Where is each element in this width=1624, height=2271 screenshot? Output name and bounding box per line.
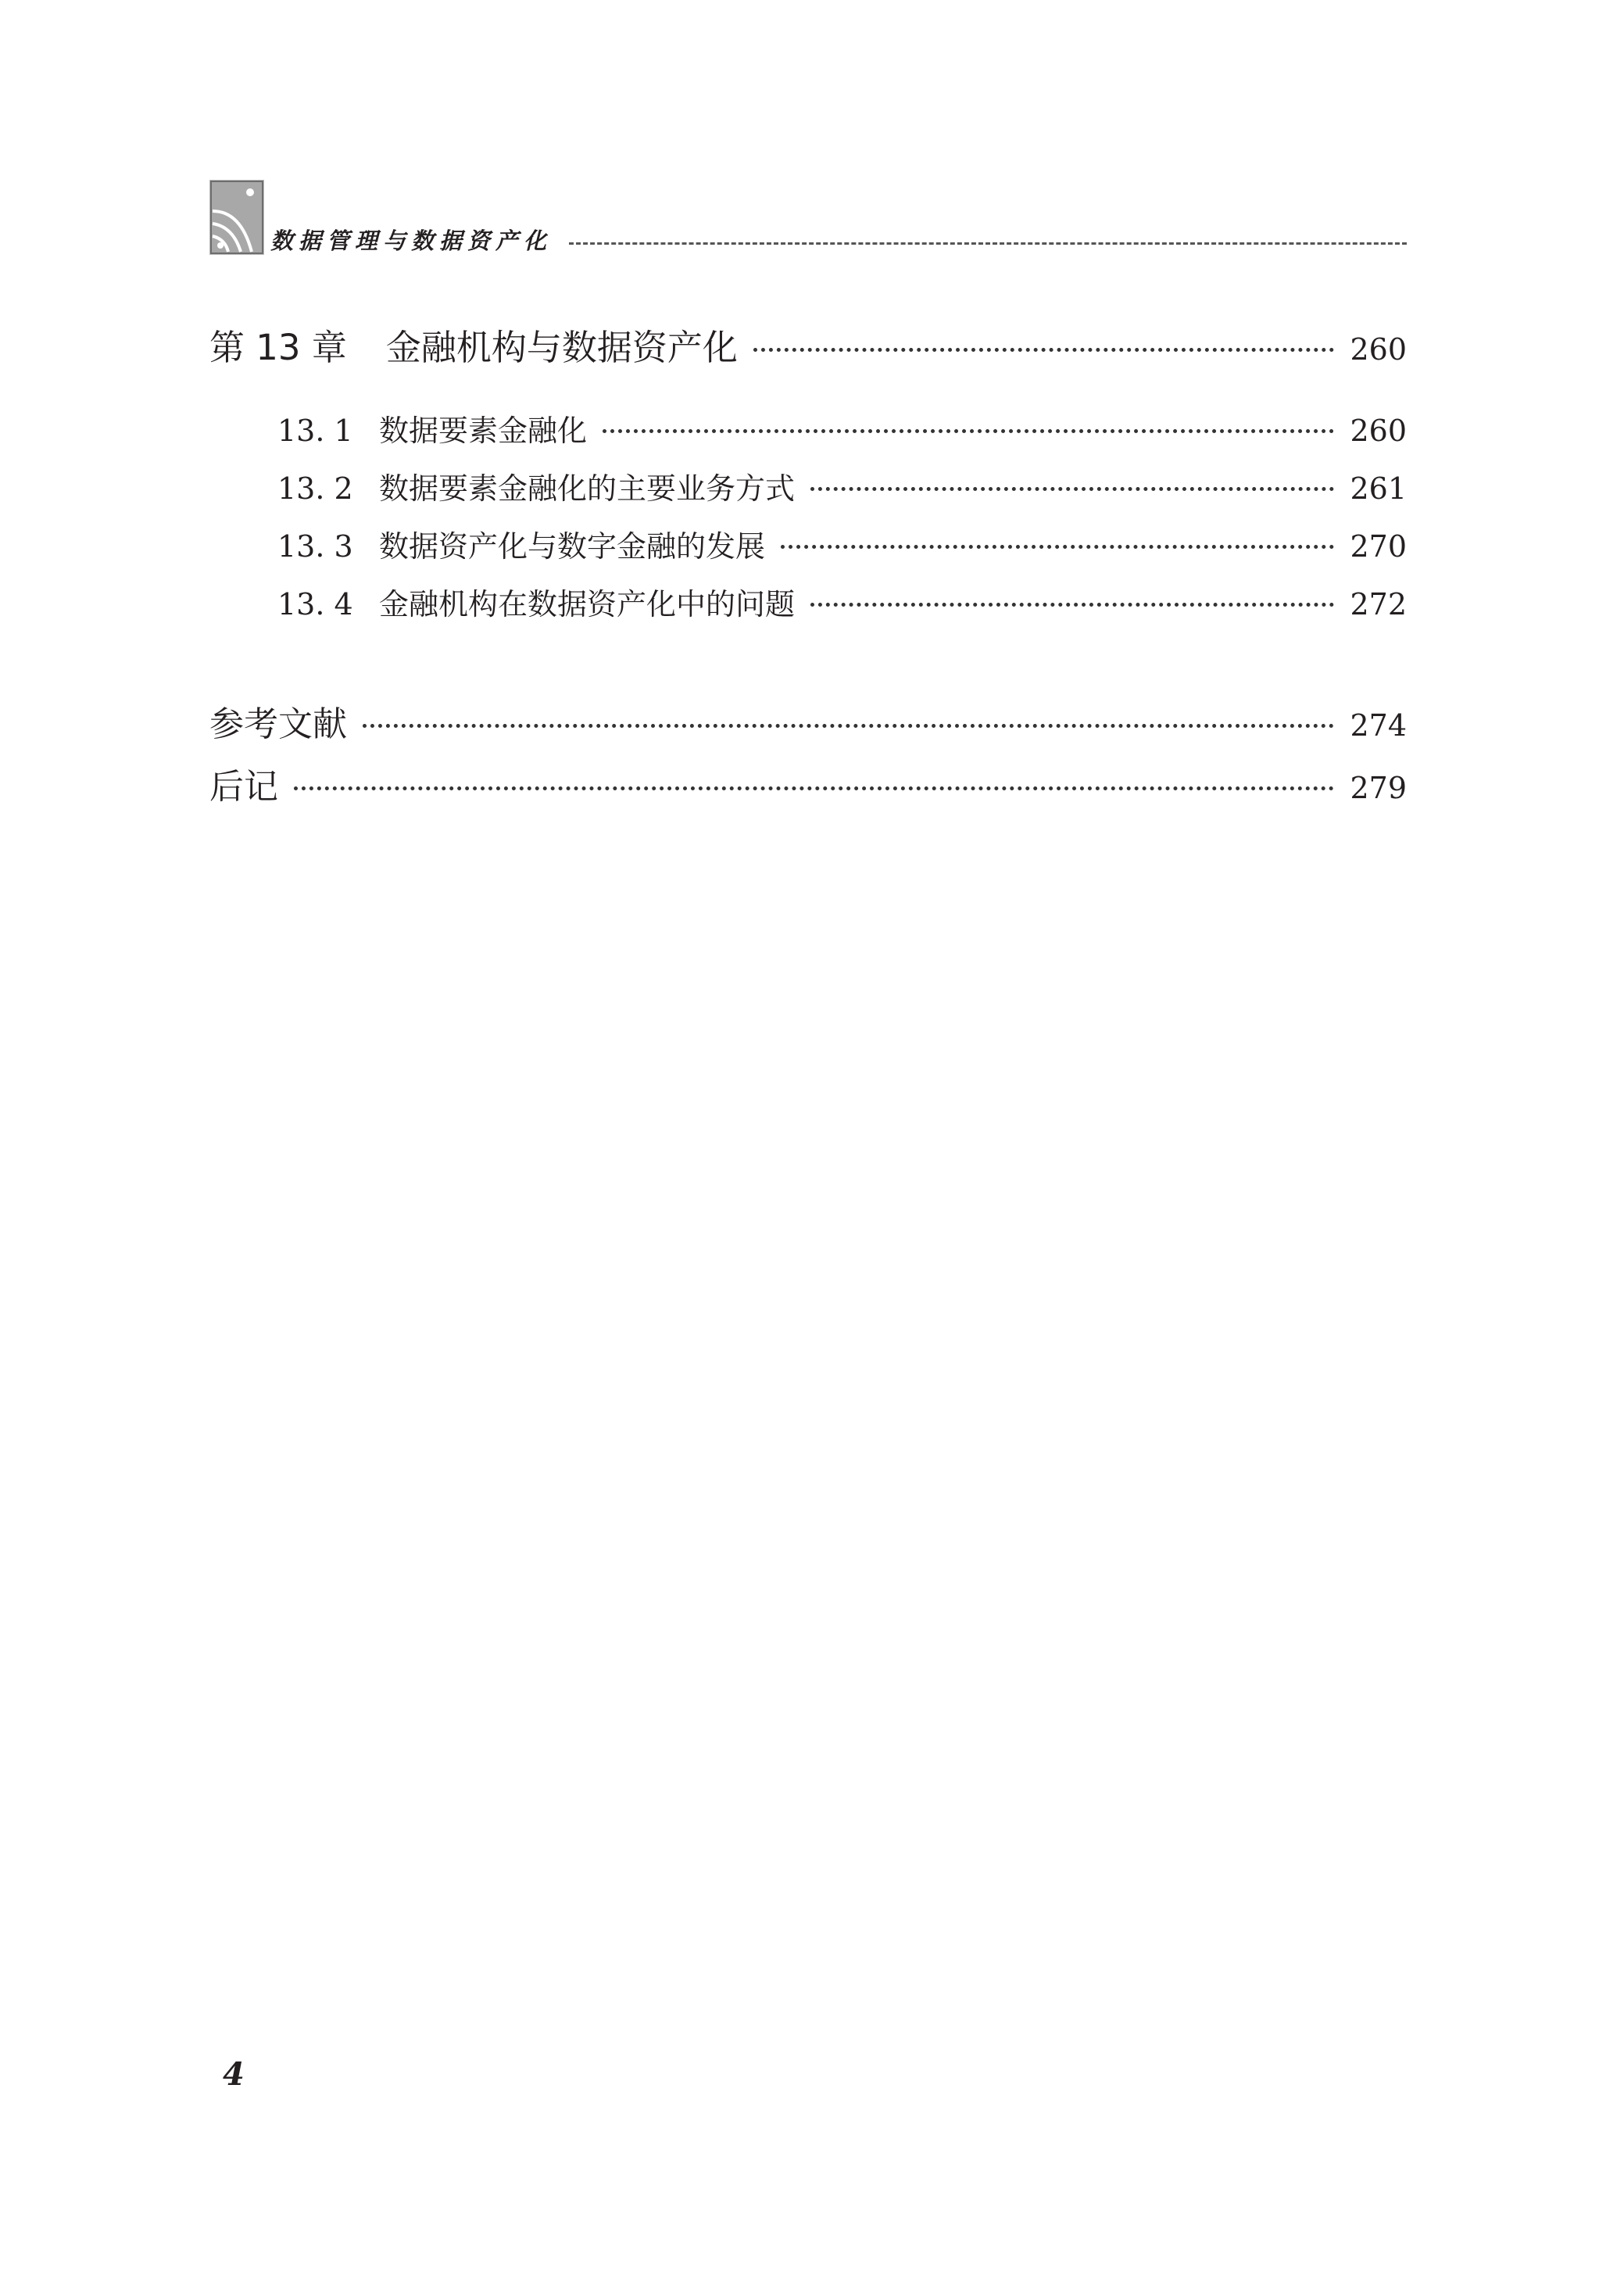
page-number: 4 — [223, 2056, 245, 2093]
toc-section-row[interactable] — [277, 464, 1407, 507]
section-number: 13. 4 — [277, 587, 353, 621]
section-number: 13. 2 — [277, 471, 353, 506]
dot-leader — [753, 348, 1335, 352]
references-page-number: 274 — [1350, 708, 1407, 743]
postscript-title: 后记 — [209, 767, 278, 807]
dot-leader — [810, 487, 1334, 491]
references-title: 参考文献 — [209, 704, 347, 744]
header-divider — [569, 242, 1407, 245]
section-page-number: 260 — [1350, 414, 1407, 448]
chapter-number: 第 13 章 — [209, 327, 347, 368]
section-title: 金融机构在数据资产化中的问题 — [379, 587, 796, 621]
section-page-number: 270 — [1350, 529, 1407, 564]
toc-section-row[interactable] — [277, 580, 1407, 623]
postscript-page-number: 279 — [1350, 771, 1407, 805]
toc-section-row[interactable] — [277, 522, 1407, 565]
chapter-page-number: 260 — [1350, 332, 1407, 367]
dot-leader — [810, 603, 1334, 607]
running-header — [209, 180, 1407, 263]
chapter-title: 金融机构与数据资产化 — [385, 327, 738, 368]
toc-chapter-row[interactable] — [209, 319, 1407, 366]
toc-references-row[interactable] — [209, 696, 1407, 746]
section-page-number: 261 — [1350, 471, 1407, 506]
section-title: 数据资产化与数字金融的发展 — [379, 529, 766, 564]
section-number: 13. 1 — [277, 414, 353, 448]
dot-leader — [781, 545, 1334, 549]
toc-section-row[interactable] — [277, 407, 1407, 450]
section-page-number: 272 — [1350, 587, 1407, 621]
dot-leader — [294, 786, 1334, 790]
section-title: 数据要素金融化 — [379, 414, 588, 448]
book-logo-icon — [209, 180, 264, 255]
dot-leader — [603, 429, 1334, 433]
section-title: 数据要素金融化的主要业务方式 — [379, 471, 796, 506]
toc-postscript-row[interactable] — [209, 758, 1407, 808]
dot-leader — [363, 724, 1334, 728]
running-header-title: 数据管理与数据资产化 — [270, 227, 553, 254]
section-number: 13. 3 — [277, 529, 353, 564]
